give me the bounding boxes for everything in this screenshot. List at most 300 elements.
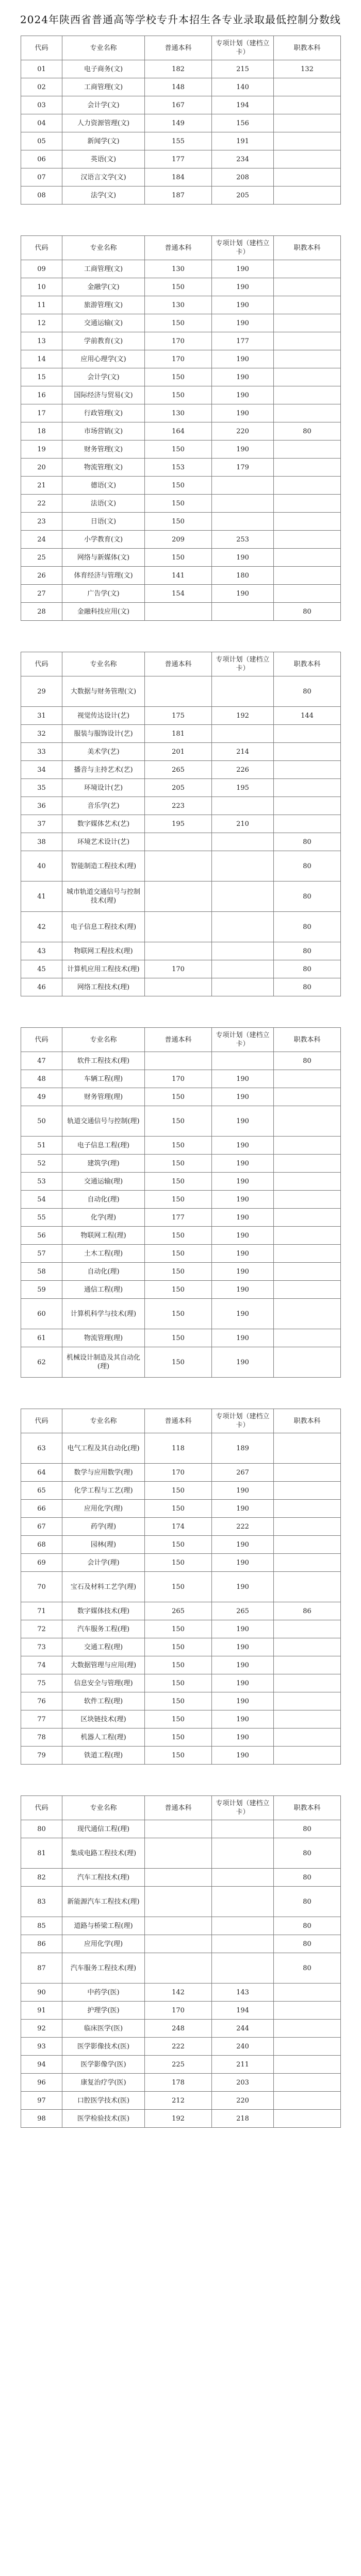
cell-vocational: 80 — [274, 942, 341, 960]
table-row — [21, 1245, 341, 1263]
cell-major: 康复治疗学(医) — [62, 2074, 145, 2092]
cell-code: 18 — [21, 422, 62, 440]
cell-major: 计算机应用工程技术(理) — [62, 960, 145, 978]
cell-major: 视觉传达设计(艺) — [62, 707, 145, 725]
cell-vocational: 80 — [274, 1052, 341, 1070]
cell-major: 物流管理(理) — [62, 1329, 145, 1347]
header-major: 专业名称 — [62, 236, 145, 260]
cell-code: 71 — [21, 1602, 62, 1620]
table-row — [21, 187, 341, 205]
section-gap — [0, 1765, 361, 1795]
table-row — [21, 2020, 341, 2038]
cell-vocational — [274, 1656, 341, 1674]
cell-special: 190 — [212, 350, 274, 368]
header-regular: 普通本科 — [145, 236, 212, 260]
header-code: 代码 — [21, 1409, 62, 1433]
cell-special: 190 — [212, 1329, 274, 1347]
cell-vocational — [274, 1710, 341, 1728]
cell-vocational — [274, 386, 341, 404]
cell-vocational — [274, 1191, 341, 1209]
cell-special: 189 — [212, 1433, 274, 1464]
cell-vocational: 80 — [274, 1869, 341, 1887]
cell-special: 190 — [212, 1482, 274, 1500]
cell-vocational — [274, 350, 341, 368]
table-row — [21, 1710, 341, 1728]
cell-vocational — [274, 1173, 341, 1191]
cell-special: 253 — [212, 531, 274, 549]
cell-special — [212, 978, 274, 996]
cell-special: 190 — [212, 585, 274, 603]
cell-regular — [145, 603, 212, 621]
cell-vocational — [274, 1518, 341, 1536]
cell-vocational — [274, 2092, 341, 2110]
table-row — [21, 1263, 341, 1281]
cell-regular: 150 — [145, 314, 212, 332]
cell-code: 11 — [21, 296, 62, 314]
cell-major: 汽车服务工程(理) — [62, 1620, 145, 1638]
cell-vocational — [274, 1299, 341, 1329]
cell-vocational: 132 — [274, 60, 341, 78]
cell-code: 87 — [21, 1953, 62, 1984]
cell-code: 75 — [21, 1674, 62, 1692]
cell-vocational — [274, 132, 341, 150]
header-special: 专项计划（建档立卡） — [212, 236, 274, 260]
cell-special: 140 — [212, 78, 274, 96]
cell-code: 78 — [21, 1728, 62, 1747]
cell-code: 47 — [21, 1052, 62, 1070]
cell-regular — [145, 1838, 212, 1869]
cell-special: 220 — [212, 422, 274, 440]
header-regular: 普通本科 — [145, 36, 212, 60]
cell-special — [212, 1052, 274, 1070]
table-row — [21, 707, 341, 725]
cell-major: 区块链技术(理) — [62, 1710, 145, 1728]
cell-vocational — [274, 761, 341, 779]
cell-major: 小学教育(文) — [62, 531, 145, 549]
table-row — [21, 761, 341, 779]
cell-special: 190 — [212, 1227, 274, 1245]
header-vocational: 职教本科 — [274, 1028, 341, 1052]
cell-major: 新闻学(文) — [62, 132, 145, 150]
cell-vocational — [274, 114, 341, 132]
cell-code: 56 — [21, 1227, 62, 1245]
cell-vocational — [274, 332, 341, 350]
cell-vocational — [274, 567, 341, 585]
cell-vocational — [274, 2038, 341, 2056]
cell-code: 29 — [21, 676, 62, 707]
table-row — [21, 368, 341, 386]
score-table-block — [21, 235, 340, 621]
table-row — [21, 2038, 341, 2056]
cell-regular: 225 — [145, 2056, 212, 2074]
cell-regular: 175 — [145, 707, 212, 725]
cell-regular — [145, 1869, 212, 1887]
cell-major: 财务管理(文) — [62, 440, 145, 459]
cell-major: 网络工程技术(理) — [62, 978, 145, 996]
cell-vocational — [274, 168, 341, 187]
cell-vocational — [274, 743, 341, 761]
cell-special — [212, 797, 274, 815]
cell-code: 38 — [21, 833, 62, 851]
cell-regular: 150 — [145, 1281, 212, 1299]
cell-major: 土木工程(理) — [62, 1245, 145, 1263]
cell-regular: 150 — [145, 1674, 212, 1692]
cell-code: 04 — [21, 114, 62, 132]
cell-special: 208 — [212, 168, 274, 187]
cell-special: 191 — [212, 132, 274, 150]
cell-major: 播音与主持艺术(艺) — [62, 761, 145, 779]
cell-regular: 181 — [145, 725, 212, 743]
cell-regular: 184 — [145, 168, 212, 187]
cell-code: 72 — [21, 1620, 62, 1638]
cell-vocational — [274, 1245, 341, 1263]
cell-vocational — [274, 1728, 341, 1747]
cell-vocational — [274, 779, 341, 797]
cell-vocational — [274, 1137, 341, 1155]
cell-code: 76 — [21, 1692, 62, 1710]
cell-code: 81 — [21, 1838, 62, 1869]
table-row — [21, 942, 341, 960]
cell-code: 43 — [21, 942, 62, 960]
cell-major: 宝石及材料工艺学(理) — [62, 1572, 145, 1602]
cell-special — [212, 1953, 274, 1984]
cell-code: 05 — [21, 132, 62, 150]
cell-special: 215 — [212, 60, 274, 78]
cell-special: 190 — [212, 1263, 274, 1281]
cell-special — [212, 725, 274, 743]
table-row — [21, 1674, 341, 1692]
cell-regular: 130 — [145, 296, 212, 314]
table-row — [21, 912, 341, 942]
table-row — [21, 725, 341, 743]
header-special: 专项计划（建档立卡） — [212, 1409, 274, 1433]
cell-code: 68 — [21, 1536, 62, 1554]
cell-vocational — [274, 1263, 341, 1281]
cell-vocational — [274, 459, 341, 477]
cell-regular: 150 — [145, 1747, 212, 1765]
cell-regular: 150 — [145, 1088, 212, 1106]
cell-major: 金融科技应用(文) — [62, 603, 145, 621]
cell-regular: 150 — [145, 1106, 212, 1137]
cell-special — [212, 882, 274, 912]
cell-regular: 195 — [145, 815, 212, 833]
cell-vocational — [274, 585, 341, 603]
cell-vocational — [274, 815, 341, 833]
cell-special: 234 — [212, 150, 274, 168]
cell-vocational — [274, 78, 341, 96]
table-row — [21, 60, 341, 78]
cell-major: 信息安全与管理(理) — [62, 1674, 145, 1692]
cell-vocational — [274, 1464, 341, 1482]
table-row — [21, 1500, 341, 1518]
cell-major: 金融学(文) — [62, 278, 145, 296]
cell-special: 190 — [212, 1070, 274, 1088]
cell-special: 203 — [212, 2074, 274, 2092]
cell-special: 240 — [212, 2038, 274, 2056]
cell-regular: 150 — [145, 368, 212, 386]
cell-regular: 164 — [145, 422, 212, 440]
cell-regular: 150 — [145, 386, 212, 404]
table-header-row — [21, 36, 341, 60]
cell-regular — [145, 978, 212, 996]
cell-major: 会计学(理) — [62, 1554, 145, 1572]
cell-vocational: 86 — [274, 1602, 341, 1620]
cell-special: 192 — [212, 707, 274, 725]
table-row — [21, 549, 341, 567]
header-vocational: 职教本科 — [274, 1796, 341, 1820]
cell-code: 16 — [21, 386, 62, 404]
cell-code: 64 — [21, 1464, 62, 1482]
cell-major: 行政管理(文) — [62, 404, 145, 422]
cell-vocational — [274, 296, 341, 314]
cell-major: 现代通信工程(理) — [62, 1820, 145, 1838]
cell-major: 集成电路工程技术(理) — [62, 1838, 145, 1869]
cell-major: 电子信息工程技术(理) — [62, 912, 145, 942]
cell-major: 日语(文) — [62, 513, 145, 531]
cell-vocational — [274, 1347, 341, 1378]
cell-vocational — [274, 1638, 341, 1656]
cell-vocational: 80 — [274, 676, 341, 707]
header-regular: 普通本科 — [145, 1028, 212, 1052]
cell-special: 218 — [212, 2110, 274, 2128]
score-table — [21, 652, 341, 996]
table-row — [21, 260, 341, 278]
cell-special: 194 — [212, 2002, 274, 2020]
table-row — [21, 350, 341, 368]
cell-major: 新能源汽车工程技术(理) — [62, 1887, 145, 1917]
cell-special: 156 — [212, 114, 274, 132]
cell-vocational: 80 — [274, 1917, 341, 1935]
cell-vocational — [274, 2056, 341, 2074]
cell-special — [212, 1917, 274, 1935]
table-row — [21, 1137, 341, 1155]
cell-vocational — [274, 150, 341, 168]
cell-special — [212, 676, 274, 707]
cell-special: 177 — [212, 332, 274, 350]
cell-regular: 170 — [145, 1464, 212, 1482]
cell-code: 90 — [21, 1984, 62, 2002]
cell-regular: 265 — [145, 1602, 212, 1620]
table-row — [21, 296, 341, 314]
cell-vocational — [274, 1572, 341, 1602]
cell-code: 58 — [21, 1263, 62, 1281]
table-row — [21, 278, 341, 296]
cell-major: 德语(文) — [62, 477, 145, 495]
table-row — [21, 1656, 341, 1674]
cell-regular: 150 — [145, 1263, 212, 1281]
cell-major: 工商管理(文) — [62, 78, 145, 96]
cell-major: 护理学(医) — [62, 2002, 145, 2020]
cell-vocational — [274, 314, 341, 332]
cell-vocational: 80 — [274, 882, 341, 912]
table-header-row — [21, 1028, 341, 1052]
table-row — [21, 150, 341, 168]
cell-vocational — [274, 513, 341, 531]
cell-code: 40 — [21, 851, 62, 882]
header-code: 代码 — [21, 1028, 62, 1052]
cell-regular: 141 — [145, 567, 212, 585]
table-row — [21, 978, 341, 996]
cell-special: 195 — [212, 779, 274, 797]
cell-special: 226 — [212, 761, 274, 779]
cell-major: 服装与服饰设计(艺) — [62, 725, 145, 743]
cell-code: 77 — [21, 1710, 62, 1728]
cell-special: 190 — [212, 1536, 274, 1554]
table-row — [21, 1554, 341, 1572]
header-vocational: 职教本科 — [274, 36, 341, 60]
table-row — [21, 78, 341, 96]
cell-code: 59 — [21, 1281, 62, 1299]
cell-code: 23 — [21, 513, 62, 531]
cell-special: 190 — [212, 1674, 274, 1692]
cell-special — [212, 1935, 274, 1953]
cell-code: 51 — [21, 1137, 62, 1155]
score-table-block — [21, 36, 340, 205]
score-table-block — [21, 1795, 340, 2128]
table-row — [21, 495, 341, 513]
cell-code: 37 — [21, 815, 62, 833]
cell-major: 汽车工程技术(理) — [62, 1869, 145, 1887]
cell-major: 智能制造工程技术(理) — [62, 851, 145, 882]
cell-major: 应用化学(理) — [62, 1500, 145, 1518]
cell-major: 数学与应用数学(理) — [62, 1464, 145, 1482]
cell-major: 物联网工程技术(理) — [62, 942, 145, 960]
table-header-row — [21, 1796, 341, 1820]
cell-major: 会计学(文) — [62, 96, 145, 114]
cell-vocational — [274, 404, 341, 422]
cell-special: 190 — [212, 1656, 274, 1674]
cell-special: 214 — [212, 743, 274, 761]
cell-special: 190 — [212, 368, 274, 386]
cell-major: 财务管理(理) — [62, 1088, 145, 1106]
cell-vocational — [274, 1209, 341, 1227]
cell-major: 交通运输(理) — [62, 1173, 145, 1191]
cell-special — [212, 477, 274, 495]
table-row — [21, 2110, 341, 2128]
table-row — [21, 2092, 341, 2110]
cell-special: 190 — [212, 1554, 274, 1572]
cell-regular: 182 — [145, 60, 212, 78]
cell-special — [212, 1887, 274, 1917]
cell-vocational — [274, 368, 341, 386]
table-row — [21, 1838, 341, 1869]
header-special: 专项计划（建档立卡） — [212, 1028, 274, 1052]
table-row — [21, 513, 341, 531]
cell-major: 化学工程与工艺(理) — [62, 1482, 145, 1500]
table-row — [21, 1433, 341, 1464]
cell-major: 自动化(理) — [62, 1191, 145, 1209]
cell-code: 35 — [21, 779, 62, 797]
cell-code: 25 — [21, 549, 62, 567]
cell-regular: 170 — [145, 332, 212, 350]
cell-code: 24 — [21, 531, 62, 549]
header-vocational: 职教本科 — [274, 1409, 341, 1433]
table-row — [21, 96, 341, 114]
cell-vocational — [274, 549, 341, 567]
cell-special — [212, 942, 274, 960]
table-row — [21, 132, 341, 150]
table-row — [21, 851, 341, 882]
cell-special — [212, 912, 274, 942]
cell-vocational — [274, 2074, 341, 2092]
cell-regular: 150 — [145, 1692, 212, 1710]
cell-vocational — [274, 1227, 341, 1245]
cell-vocational: 80 — [274, 833, 341, 851]
cell-special: 190 — [212, 440, 274, 459]
score-table — [21, 235, 341, 621]
table-row — [21, 1281, 341, 1299]
table-row — [21, 1227, 341, 1245]
cell-major: 中药学(医) — [62, 1984, 145, 2002]
cell-major: 汽车服务工程技术(理) — [62, 1953, 145, 1984]
cell-vocational — [274, 278, 341, 296]
cell-code: 73 — [21, 1638, 62, 1656]
cell-special: 190 — [212, 1747, 274, 1765]
cell-regular: 248 — [145, 2020, 212, 2038]
table-row — [21, 779, 341, 797]
header-special: 专项计划（建档立卡） — [212, 652, 274, 676]
cell-major: 自动化(理) — [62, 1263, 145, 1281]
cell-major: 软件工程(理) — [62, 1692, 145, 1710]
cell-major: 法语(文) — [62, 495, 145, 513]
table-row — [21, 386, 341, 404]
cell-code: 49 — [21, 1088, 62, 1106]
section-gap — [0, 996, 361, 1027]
cell-special: 190 — [212, 1173, 274, 1191]
cell-major: 学前教育(文) — [62, 332, 145, 350]
cell-regular: 150 — [145, 278, 212, 296]
cell-vocational — [274, 1747, 341, 1765]
cell-major: 会计学(文) — [62, 368, 145, 386]
cell-regular: 150 — [145, 1710, 212, 1728]
cell-code: 31 — [21, 707, 62, 725]
score-tables — [0, 36, 361, 2128]
cell-special: 190 — [212, 1299, 274, 1329]
score-table-block — [21, 1027, 340, 1378]
cell-code: 91 — [21, 2002, 62, 2020]
cell-special: 190 — [212, 314, 274, 332]
cell-code: 03 — [21, 96, 62, 114]
cell-code: 10 — [21, 278, 62, 296]
table-row — [21, 743, 341, 761]
cell-major: 临床医学(医) — [62, 2020, 145, 2038]
score-table-block — [21, 652, 340, 996]
cell-code: 54 — [21, 1191, 62, 1209]
cell-regular: 212 — [145, 2092, 212, 2110]
cell-major: 体育经济与管理(文) — [62, 567, 145, 585]
cell-major: 电子信息工程(理) — [62, 1137, 145, 1155]
cell-major: 通信工程(理) — [62, 1281, 145, 1299]
cell-vocational: 80 — [274, 912, 341, 942]
cell-code: 70 — [21, 1572, 62, 1602]
cell-major: 国际经济与贸易(文) — [62, 386, 145, 404]
cell-code: 52 — [21, 1155, 62, 1173]
table-row — [21, 1464, 341, 1482]
cell-code: 08 — [21, 187, 62, 205]
table-row — [21, 531, 341, 549]
cell-major: 交通工程(理) — [62, 1638, 145, 1656]
cell-regular: 150 — [145, 1728, 212, 1747]
cell-code: 93 — [21, 2038, 62, 2056]
cell-regular: 167 — [145, 96, 212, 114]
cell-major: 铁道工程(理) — [62, 1747, 145, 1765]
cell-major: 应用心理学(文) — [62, 350, 145, 368]
cell-regular: 205 — [145, 779, 212, 797]
cell-special — [212, 1869, 274, 1887]
cell-vocational — [274, 797, 341, 815]
cell-major: 广告学(文) — [62, 585, 145, 603]
cell-code: 41 — [21, 882, 62, 912]
